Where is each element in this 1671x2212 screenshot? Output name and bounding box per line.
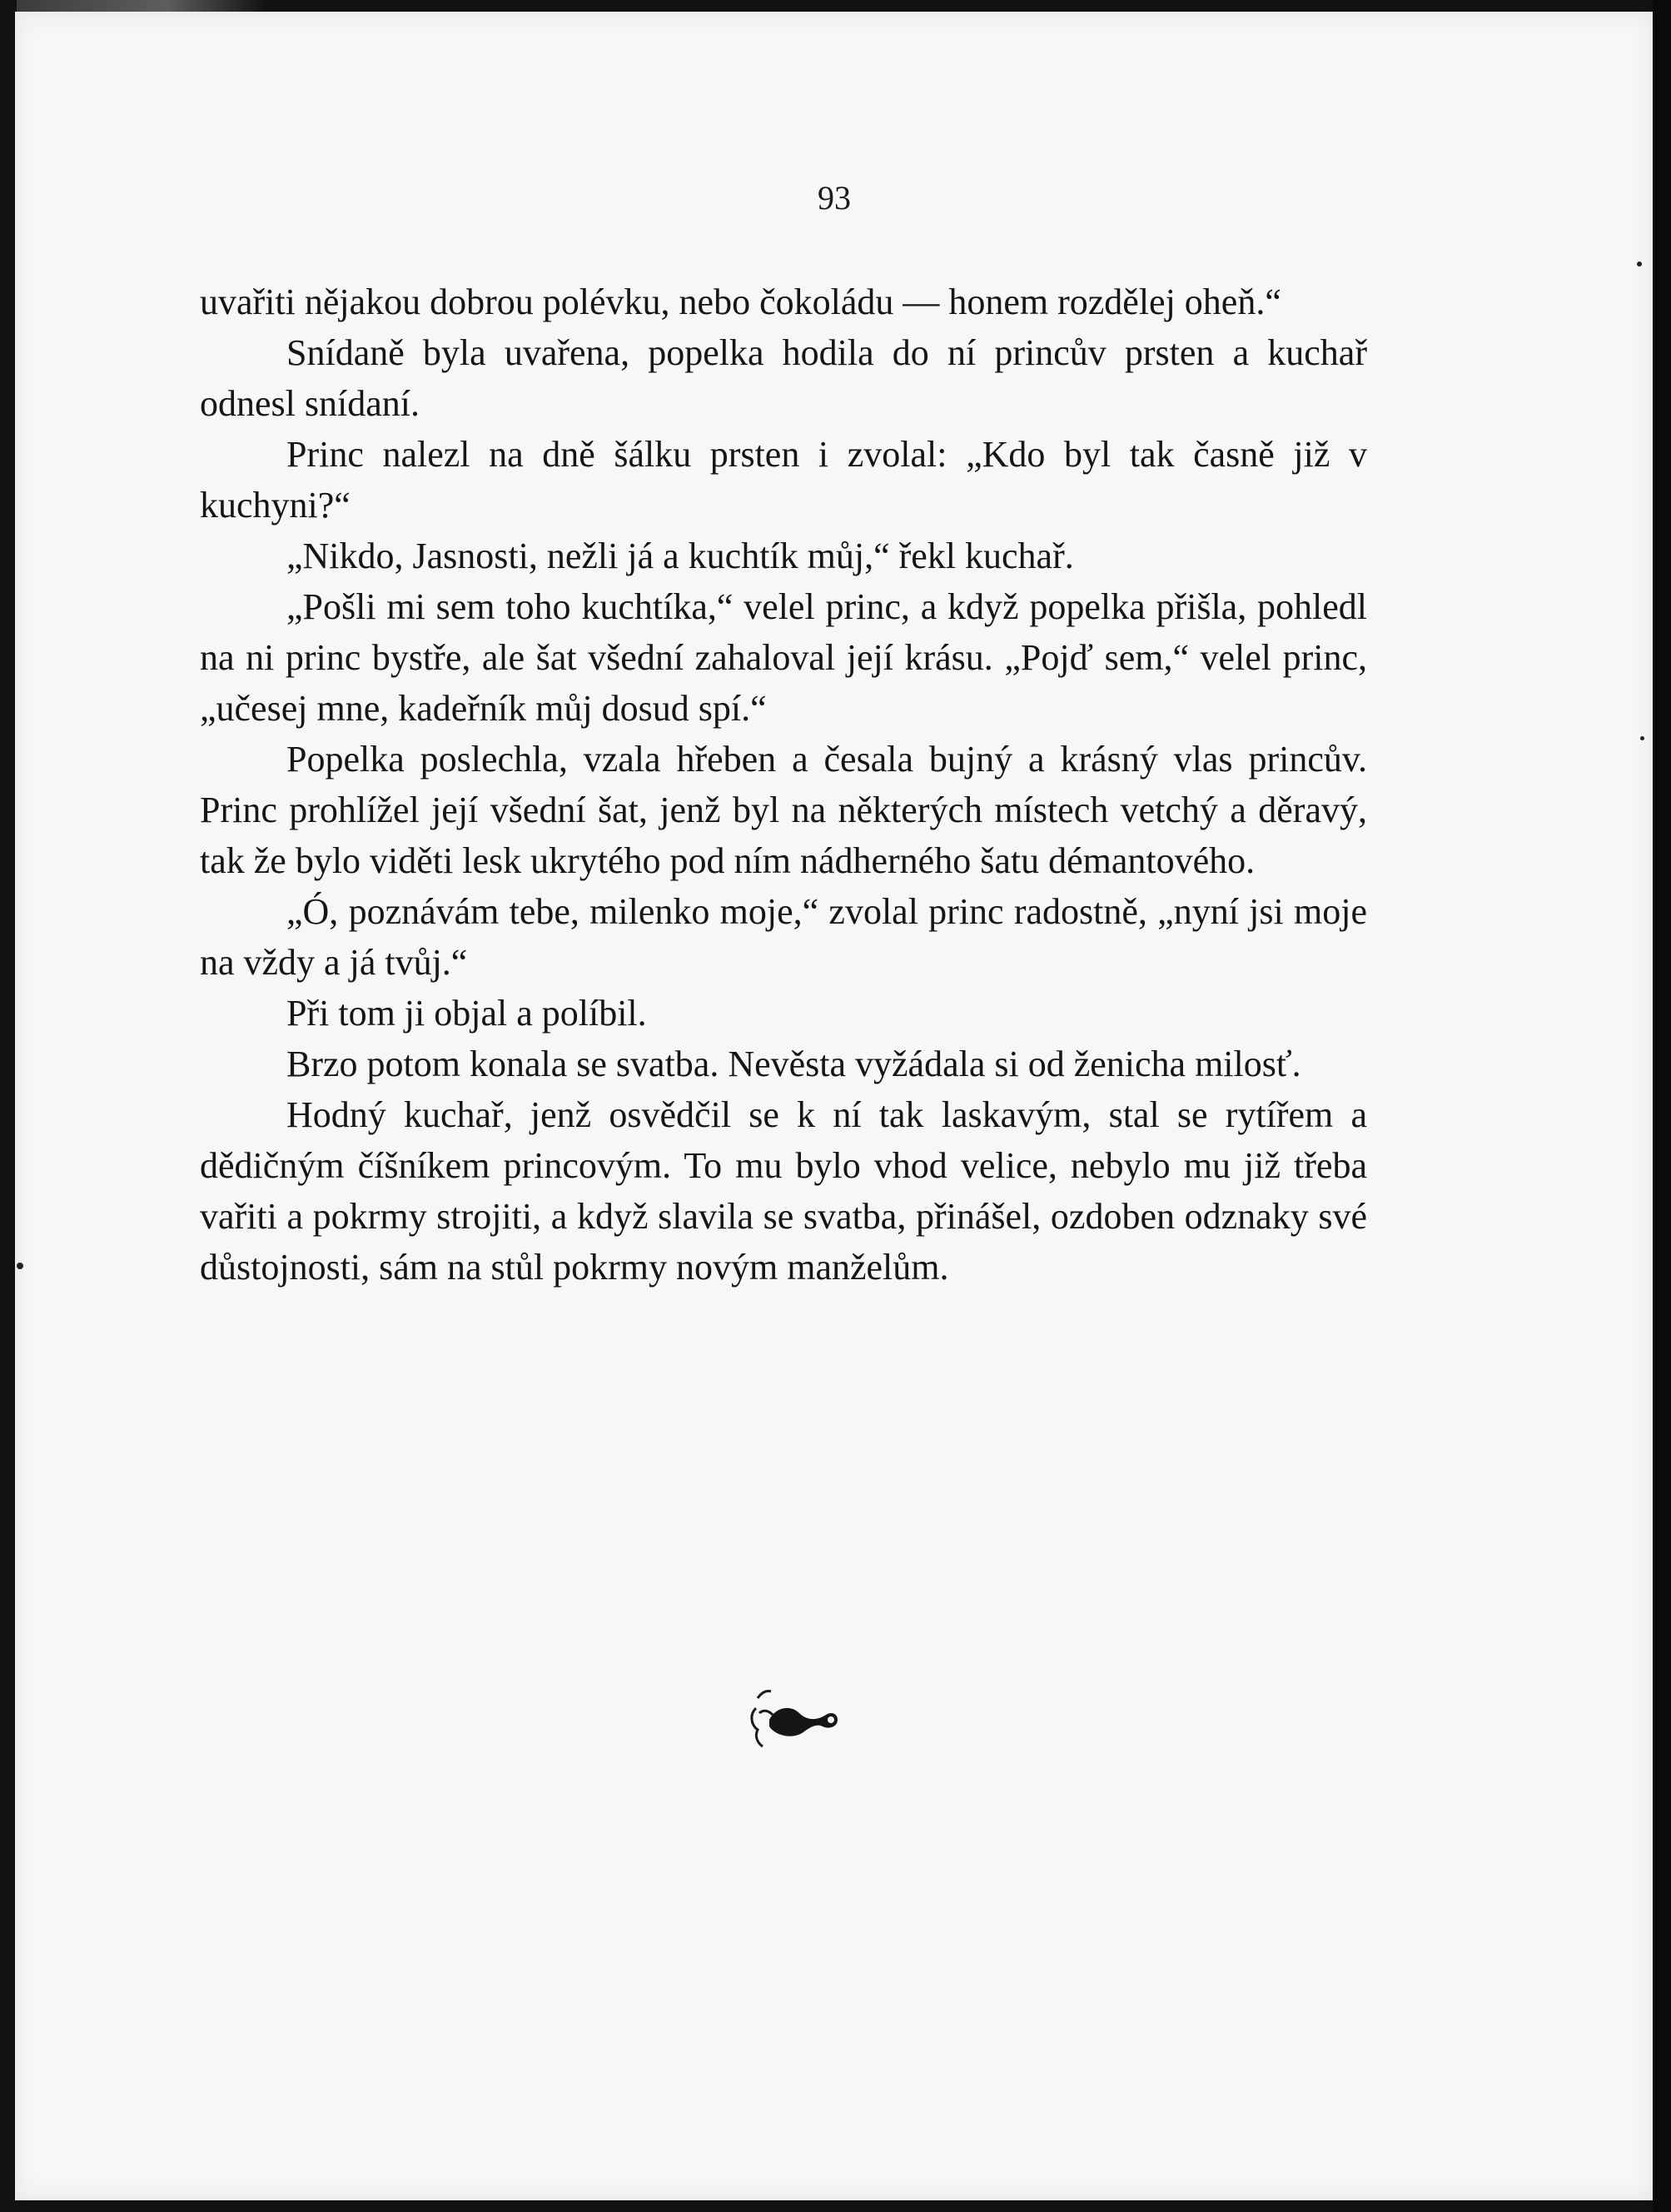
paragraph-4: „Nikdo, Jasnosti, nežli já a kuchtík můj,“ řekl kuchař. — [286, 536, 1074, 576]
book-page — [15, 12, 1654, 2200]
paragraph-10: Hodný kuchař, jenž osvědčil se k ní tak laskavým, stal se rytířem a dědičným číšníkem princovým. To mu bylo vhod velice, nebylo mu již třeba vařiti a pokrmy strojiti, a když slavila se svatba, přinášel, ozdoben odznaky své důstojnosti, sám na stůl pokrmy novým manželům. — [200, 1094, 1367, 1288]
fleuron-icon — [739, 1681, 848, 1756]
paragraph-8: Při tom ji objal a políbil. — [286, 993, 647, 1034]
paragraph-6: Popelka poslechla, vzala hřeben a česala bujný a krásný vlas princův. Princ prohlížel její všední šat, jenž byl na některých místech vetchý a děravý, tak že bylo viděti lesk ukrytého pod ním nádherného šatu démantového. — [200, 739, 1367, 881]
paragraph-1: uvařiti nějakou dobrou polévku, nebo čokoládu — honem rozdělej oheň.“ — [200, 281, 1281, 322]
body-text — [200, 276, 1367, 1293]
scan-speck — [1640, 736, 1644, 740]
scan-edge-right — [1653, 0, 1671, 2212]
scan-speck — [1637, 262, 1642, 267]
paragraph-3: Princ nalezl na dně šálku prsten i zvolal: „Kdo byl tak časně již v kuchyni?“ — [200, 434, 1367, 526]
scan-speck — [17, 1263, 23, 1269]
paragraph-2: Snídaně byla uvařena, popelka hodila do ní princův prsten a kuchař odnesl snídaní. — [200, 332, 1367, 424]
paragraph-9: Brzo potom konala se svatba. Nevěsta vyžádala si od ženicha milosť. — [286, 1044, 1301, 1084]
paragraph-7: „Ó, poznávám tebe, milenko moje,“ zvolal princ radostně, „nyní jsi moje na vždy a já tvůj.“ — [200, 891, 1367, 983]
page-number: 93 — [818, 179, 851, 217]
paragraph-5: „Pošli mi sem toho kuchtíka,“ velel princ, a když popelka přišla, pohledl na ni princ bystře, ale šat všední zahaloval její krásu. „Pojď sem,“ velel princ, „učesej mne, kadeřník můj dosud spí.“ — [200, 586, 1367, 729]
